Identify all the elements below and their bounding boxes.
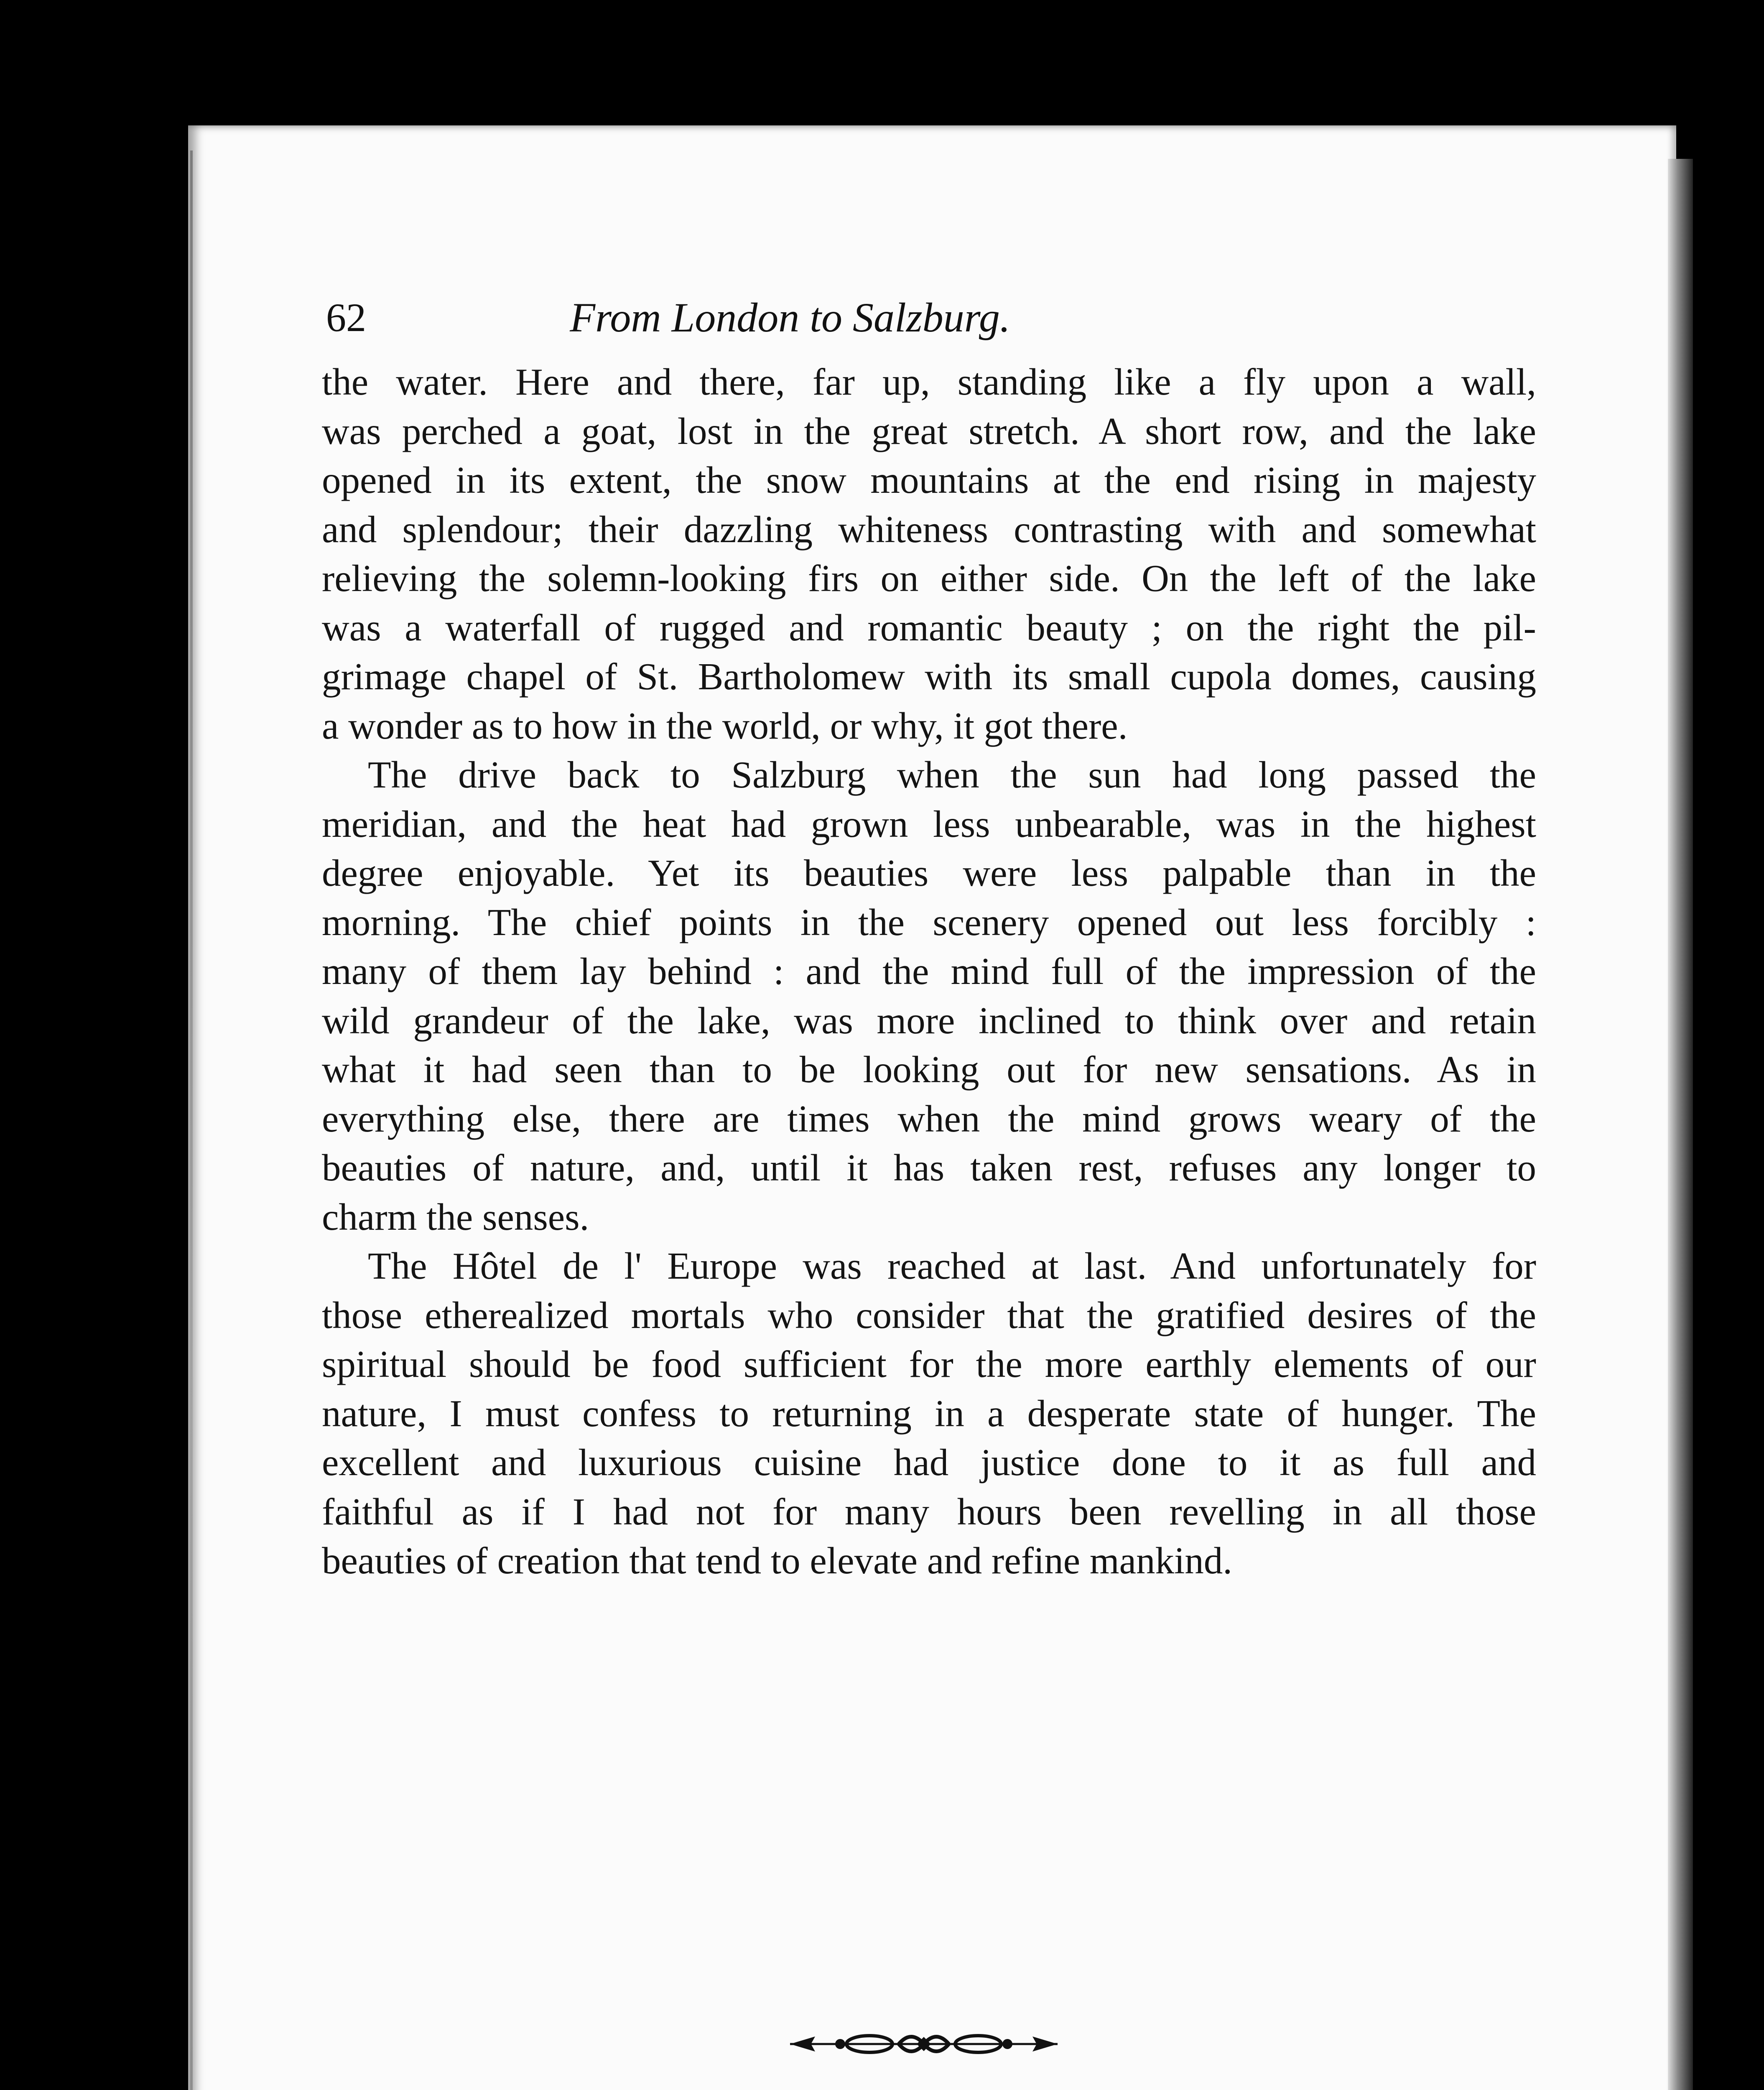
text-line: spiritual should be food sufficient for the more earthly elements of our [322, 1343, 1536, 1385]
page-gutter [190, 150, 193, 2090]
text-line: many of them lay behind : and the mind full of the impression of the [322, 950, 1536, 992]
running-header [326, 288, 1200, 347]
text-line: opened in its extent, the snow mountains at the end rising in majesty [322, 459, 1536, 501]
text-line: relieving the solemn-looking firs on either side. On the left of the lake [322, 557, 1536, 599]
text-line: degree enjoyable. Yet its beauties were less palpable than in the [322, 852, 1536, 894]
text-line: those etherealized mortals who consider that the gratified desires of the [322, 1294, 1536, 1336]
text-line: beauties of creation that tend to elevate and refine mankind. [322, 1539, 1233, 1582]
page-right-edge [1668, 159, 1693, 2090]
text-line: excellent and luxurious cuisine had justice done to it as full and [322, 1441, 1536, 1483]
text-line: the water. Here and there, far up, standing like a fly upon a wall, [322, 361, 1536, 403]
text-line: everything else, there are times when the mind grows weary of the [322, 1097, 1536, 1140]
text-line: a wonder as to how in the world, or why, it got there. [322, 704, 1128, 747]
text-line: beauties of nature, and, until it has taken rest, refuses any longer to [322, 1147, 1536, 1189]
text-line: and splendour; their dazzling whiteness contrasting with and somewhat [322, 508, 1536, 551]
ornament-divider-icon [786, 2027, 1062, 2061]
text-line: The Hôtel de l' Europe was reached at last. And unfortunately for [368, 1245, 1536, 1287]
text-line: charm the senses. [322, 1195, 589, 1238]
page-number: 62 [326, 295, 366, 340]
running-title: From London to Salzburg. [570, 294, 1010, 341]
text-line: what it had seen than to be looking out for new sensations. As in [322, 1048, 1536, 1091]
text-line: morning. The chief points in the scenery opened out less forcibly : [322, 901, 1536, 943]
text-line: wild grandeur of the lake, was more inclined to think over and retain [322, 999, 1536, 1042]
text-line: was a waterfall of rugged and romantic beauty ; on the right the pil- [322, 606, 1536, 649]
text-line: meridian, and the heat had grown less unbearable, was in the highest [322, 803, 1536, 845]
text-line: nature, I must confess to returning in a desperate state of hunger. The [322, 1392, 1536, 1435]
text-line: was perched a goat, lost in the great stretch. A short row, and the lake [322, 410, 1536, 452]
text-line: faithful as if I had not for many hours been revelling in all those [322, 1490, 1536, 1533]
text-line: The drive back to Salzburg when the sun had long passed the [368, 754, 1536, 796]
text-line: grimage chapel of St. Bartholomew with its small cupola domes, causing [322, 655, 1536, 698]
body-text [322, 357, 1536, 1585]
